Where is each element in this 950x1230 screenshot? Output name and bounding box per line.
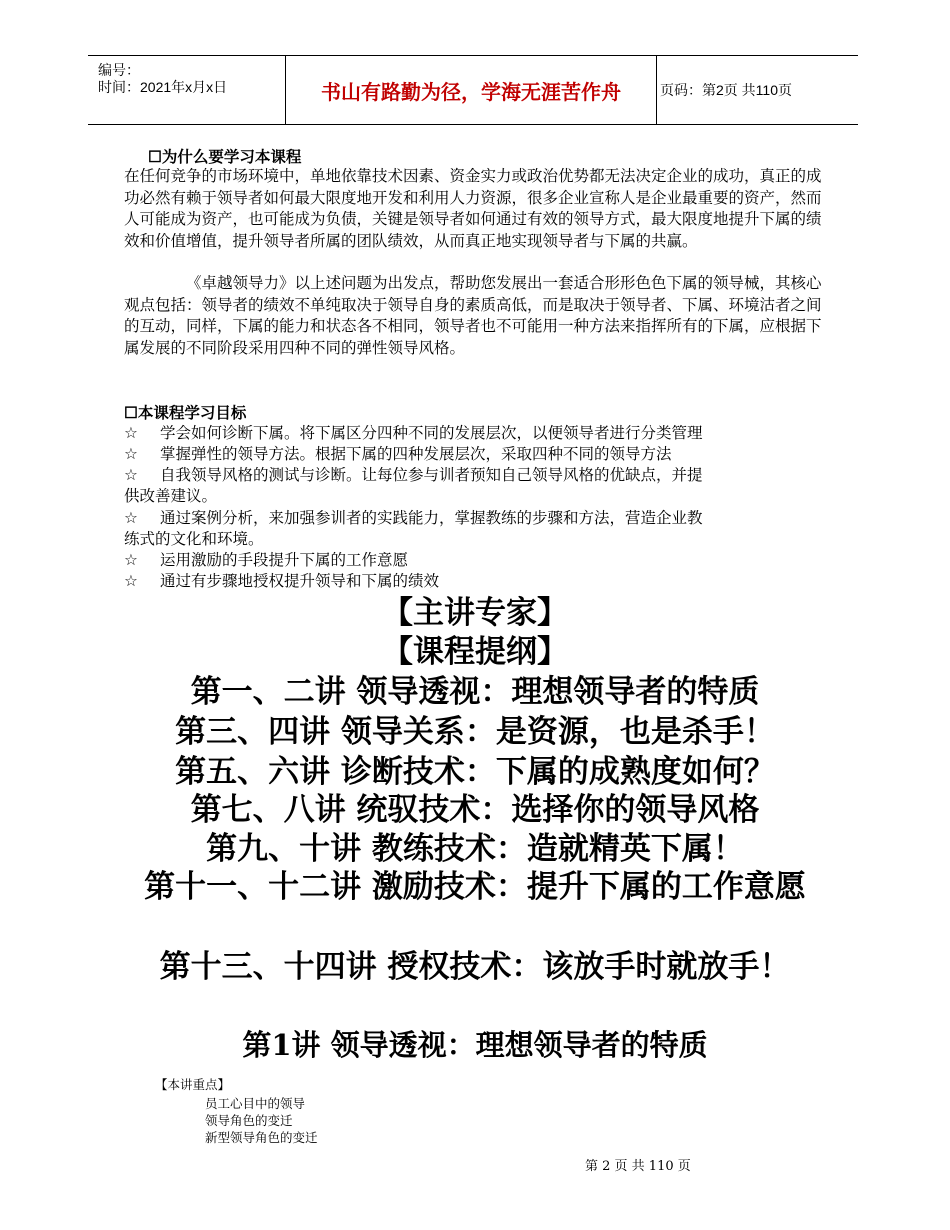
star-icon: ☆ xyxy=(124,572,138,590)
why-para-1: 在任何竞争的市场环境中，单地依靠技术因素、资金实力或政治优势都无法决定企业的成功，真正的成功必然有赖于领导者如何最大限度地开发和利用人力资源，很多企业宣称人是企业最重要的资产，然而人可能成为资产，也可能成为负债，关键是领导者如何通过有效的领导方式，最大限度地提升下属的绩效和价值增值，提升领导者所属的团队绩效，从而真正地实现领导者与下属的共赢。 xyxy=(124,167,822,250)
focus-point: 员工心目中的领导 xyxy=(205,1096,306,1111)
focus-point: 新型领导角色的变迁 xyxy=(205,1130,318,1145)
goal-item: ☆ 学会如何诊断下属。将下属区分四种不同的发展层次，以便领导者进行分类管理 xyxy=(124,423,703,445)
outline-item: 第十一、十二讲 激励技术：提升下属的工作意愿 xyxy=(144,869,806,905)
goal-item: ☆ 通过案例分析，来加强参训者的实践能力，掌握教练的步骤和方法，营造企业教 xyxy=(124,508,703,530)
star-icon: ☆ xyxy=(124,445,138,463)
goal-item: ☆ 运用激励的手段提升下属的工作意愿 xyxy=(124,550,408,572)
why-para-2: 《卓越领导力》以上述问题为出发点，帮助您发展出一套适合形形色色下属的领导械，其核心观点包括：领导者的绩效不单纯取决于领导自身的素质高低，而是取决于领导者、下属、环境沽者之间的互动，同样，下属的能力和状态各不相同，领导者也不可能用一种方法来指挥所有的下属，应根据下属发展的不同阶段采用四种不同的弹性领导风格。 xyxy=(124,274,822,357)
outline-item: 第一、二讲 领导透视：理想领导者的特质 xyxy=(190,674,760,710)
why-title: ☐为什么要学习本课程 xyxy=(148,147,302,166)
goal-item: ☆ 自我领导风格的测试与诊断。让每位参与训者预知自己领导风格的优缺点，并提 xyxy=(124,465,703,487)
focus-point: 领导角色的变迁 xyxy=(205,1113,293,1128)
header-meta xyxy=(88,56,285,130)
outline-item: 第三、四讲 领导关系：是资源，也是杀手！ xyxy=(175,714,775,750)
star-icon: ☆ xyxy=(124,424,138,442)
header-page-info: 页码：第2页 共110页 xyxy=(660,82,792,98)
goals-title: ☐本课程学习目标 xyxy=(124,403,247,422)
lecture-1-title: 第1讲 领导透视：理想领导者的特质 xyxy=(242,1028,708,1062)
goal-item: ☆ 通过有步骤地授权提升领导和下属的绩效 xyxy=(124,571,439,593)
outline-item: 第十三、十四讲 授权技术：该放手时就放手！ xyxy=(159,949,791,985)
page-header xyxy=(88,55,858,125)
page-footer: 第 2 页 共 110 页 xyxy=(585,1159,691,1174)
outline-heading: 【课程提纲】 xyxy=(382,634,568,670)
focus-label: 【本讲重点】 xyxy=(155,1077,231,1092)
outline-item: 第七、八讲 统驭技术：选择你的领导风格 xyxy=(190,792,760,828)
outline-item: 第五、六讲 诊断技术：下属的成熟度如何？ xyxy=(175,754,775,790)
number-label: 编号： xyxy=(98,62,140,78)
goal-item-continuation: 练式的文化和环境。 xyxy=(124,530,264,548)
star-icon: ☆ xyxy=(124,551,138,569)
goal-item-continuation: 供改善建议。 xyxy=(124,487,218,505)
expert-heading: 【主讲专家】 xyxy=(382,595,568,631)
header-motto: 书山有路勤为径，学海无涯苦作舟 xyxy=(285,56,657,124)
star-icon: ☆ xyxy=(124,466,138,484)
star-icon: ☆ xyxy=(124,509,138,527)
time-label: 时间：2021年x月x日 xyxy=(98,79,228,95)
outline-item: 第九、十讲 教练技术：造就精英下属！ xyxy=(206,831,744,867)
goal-item: ☆ 掌握弹性的领导方法。根据下属的四种发展层次，采取四种不同的领导方法 xyxy=(124,444,672,466)
